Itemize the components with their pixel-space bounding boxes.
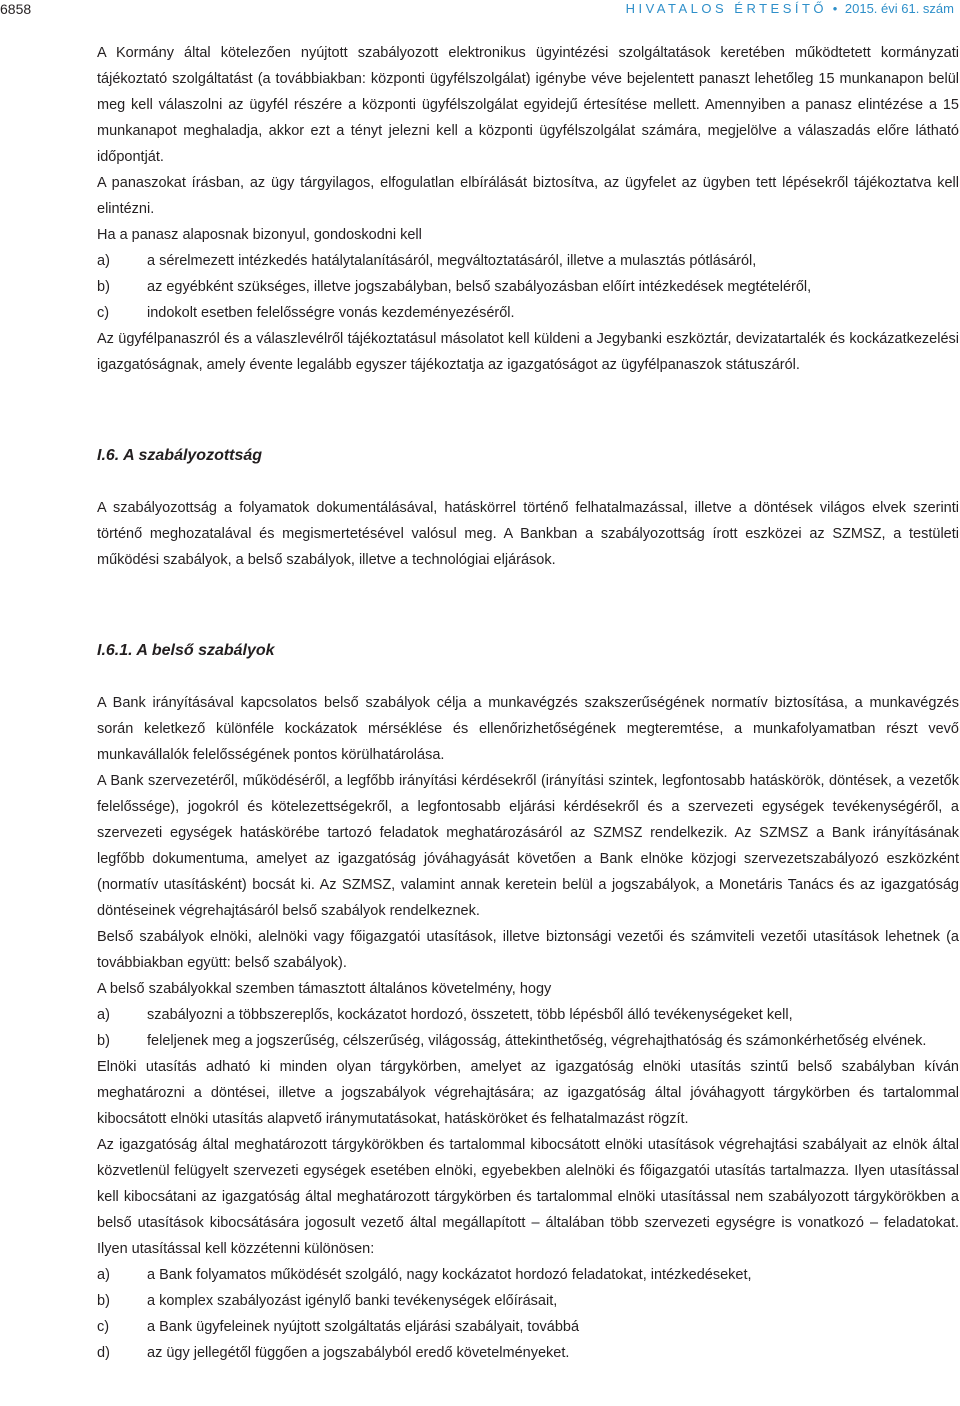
list-item bbox=[97, 1288, 959, 1314]
list-item bbox=[97, 274, 959, 300]
paragraph: A Bank szervezetéről, működéséről, a legfőbb irányítási kérdésekről (irányítási szintek, legfontosabb hatáskörök, döntések, a vezetők felelőssége), jogokról és kötelezettségekről, a legfontosabb eljárási kérdésekről és a szervezeti egységek tevékenységéről, a szervezeti egységek hatáskörébe tartozó feladatok meghatározásáról az SZMSZ rendelkezik. Az SZMSZ a Bank irányításának legfőbb dokumentuma, amelyet az igazgatóság jóváhagyását követően a Bank elnöke közjogi szervezetszabályozó eszközként (normatív utasításként) bocsát ki. Az SZMSZ, valamint annak keretein belül a jogszabályok, a Monetáris Tanács és az igazgatóság döntéseinek végrehajtásáról belső szabályok rendelkeznek. bbox=[97, 773, 959, 919]
list-text: az ügy jellegétől függően a jogszabályból eredő követelményeket. bbox=[147, 1345, 570, 1361]
spacer bbox=[97, 573, 959, 638]
running-header bbox=[0, 0, 960, 20]
page-body bbox=[97, 40, 959, 1366]
list-marker: b) bbox=[97, 1293, 110, 1309]
paragraph: A belső szabályokkal szemben támasztott általános követelmény, hogy bbox=[97, 981, 552, 997]
spacer bbox=[97, 378, 959, 443]
paragraph: A szabályozottság a folyamatok dokumentálásával, hatáskörrel történő felhatalmazással, illetve a döntések világos elvek szerinti történő meghozatalával és megismertetésével valósul meg. A Bankban a szabályozottság írott eszközei az SZMSZ, a testületi működési szabályok, a belső szabályok, illetve a technológiai eljárások. bbox=[97, 500, 959, 568]
paragraph: Az ügyfélpanaszról és a válaszlevélről tájékoztatásul másolatot kell küldeni a Jegybanki eszköztár, devizatartalék és kockázatkezelési igazgatóságnak, amely évente legalább egyszer tájékoztatja az igazgatóságot az ügyfélpanaszok státuszáról. bbox=[97, 331, 959, 373]
page-number: 6858 bbox=[0, 1, 32, 17]
running-head bbox=[626, 1, 954, 17]
list-item bbox=[97, 1262, 959, 1288]
list-item bbox=[97, 1314, 959, 1340]
paragraph: A panaszokat írásban, az ügy tárgyilagos, elfogulatlan elbírálását biztosítva, az ügyfelet az ügyben tett lépésekről tájékoztatva kell elintézni. bbox=[97, 175, 959, 217]
spacer bbox=[97, 664, 959, 690]
list-text: a komplex szabályozást igénylő banki tevékenységek előírásait, bbox=[147, 1293, 558, 1309]
section-heading: I.6. A szabályozottság bbox=[97, 447, 263, 464]
paragraph: Az igazgatóság által meghatározott tárgykörökben és tartalommal kibocsátott elnöki utasítások végrehajtási szabályait az elnök által közvetlenül felügyelt szervezeti egységek esetében elnöki, egyebekben alelnöki és főigazgatói utasítás tartalmazza. Ilyen utasítással kell kibocsátani az igazgatóság által meghatározott tárgykörben és tartalommal elnöki utasítással nem szabályozott tárgykörökben a belső utasítások kibocsátására jogosult vezető által megállapított – általában több szervezeti egységre is vonatkozó – feladatokat. Ilyen utasítással kell közzétenni különösen: bbox=[97, 1137, 959, 1257]
list-marker: c) bbox=[97, 305, 110, 321]
paragraph: A Kormány által kötelezően nyújtott szabályozott elektronikus ügyintézési szolgáltatások keretében működtetett kormányzati tájékoztató szolgáltatást (a továbbiakban: központi ügyfélszolgálat) igénybe véve bejelentett panaszt lehetőleg 15 munkanapon belül meg kell válaszolni az ügyfél részére a központi ügyfélszolgálat egyidejű értesítése mellett. Amennyiben a panasz elintézése a 15 munkanapot meghaladja, akkor ezt a tényt jelezni kell a központi ügyfélszolgálat számára, megjelölve a válaszadás előre látható időpontját. bbox=[97, 45, 959, 165]
list-item bbox=[97, 1340, 959, 1366]
list-item bbox=[97, 248, 959, 274]
list-text: az egyébként szükséges, illetve jogszabályban, belső szabályozásban előírt intézkedések megtételéről, bbox=[147, 279, 812, 295]
list-text: szabályozni a többszereplős, kockázatot hordozó, összetett, több lépésből álló tevékenységeket kell, bbox=[147, 1007, 793, 1023]
paragraph: A Bank irányításával kapcsolatos belső szabályok célja a munkavégzés szakszerűségének normatív biztosítása, a munkavégzés során keletkező különféle kockázatok mérséklése és ellenőrizhetőségének megteremtése, a munkafolyamatban részt vevő munkavállalók felelősségének pontos körülhatárolása. bbox=[97, 695, 959, 763]
list-marker: a) bbox=[97, 1007, 110, 1023]
list-text: a sérelmezett intézkedés hatálytalanításáról, megváltoztatásáról, illetve a mulasztás pótlásáról, bbox=[147, 253, 757, 269]
subsection-heading: I.6.1. A belső szabályok bbox=[97, 642, 275, 659]
list-text: a Bank ügyfeleinek nyújtott szolgáltatás eljárási szabályait, továbbá bbox=[147, 1319, 580, 1335]
list-text: a Bank folyamatos működését szolgáló, nagy kockázatot hordozó feladatokat, intézkedéseket, bbox=[147, 1267, 752, 1283]
paragraph: Belső szabályok elnöki, alelnöki vagy főigazgatói utasítások, illetve biztonsági vezetői és számviteli vezetői utasítások lehetnek (a továbbiakban együtt: belső szabályok). bbox=[97, 929, 959, 971]
paragraph: Elnöki utasítás adható ki minden olyan tárgykörben, amelyet az igazgatóság elnöki utasítás szintű belső szabályban kíván meghatározni a döntései, illetve a jogszabályok végrehajtására; az igazgatóság által jóváhagyott tárgykörben és tartalommal kibocsátott elnöki utasítás alapvető iránymutatásokat, hatásköröket és felhatalmazást rögzít. bbox=[97, 1059, 959, 1127]
list-marker: a) bbox=[97, 253, 110, 269]
header-bullet: • bbox=[832, 1, 838, 16]
list-text: indokolt esetben felelősségre vonás kezdeményezéséről. bbox=[147, 305, 515, 321]
list-marker: b) bbox=[97, 1033, 110, 1049]
paragraph: Ha a panasz alaposnak bizonyul, gondoskodni kell bbox=[97, 227, 422, 243]
list-marker: d) bbox=[97, 1345, 110, 1361]
list-item bbox=[97, 1028, 959, 1054]
spacer bbox=[97, 469, 959, 495]
list-item bbox=[97, 300, 959, 326]
issue-number: 2015. évi 61. szám bbox=[844, 1, 954, 16]
journal-title: HIVATALOS ÉRTESÍTŐ bbox=[625, 1, 828, 16]
list-text: feleljenek meg a jogszerűség, célszerűség, világosság, áttekinthetőség, végrehajthatóság és számonkérhetőség elvének. bbox=[147, 1033, 927, 1049]
list-item bbox=[97, 1002, 959, 1028]
list-marker: c) bbox=[97, 1319, 110, 1335]
list-marker: a) bbox=[97, 1267, 110, 1283]
list-marker: b) bbox=[97, 279, 110, 295]
